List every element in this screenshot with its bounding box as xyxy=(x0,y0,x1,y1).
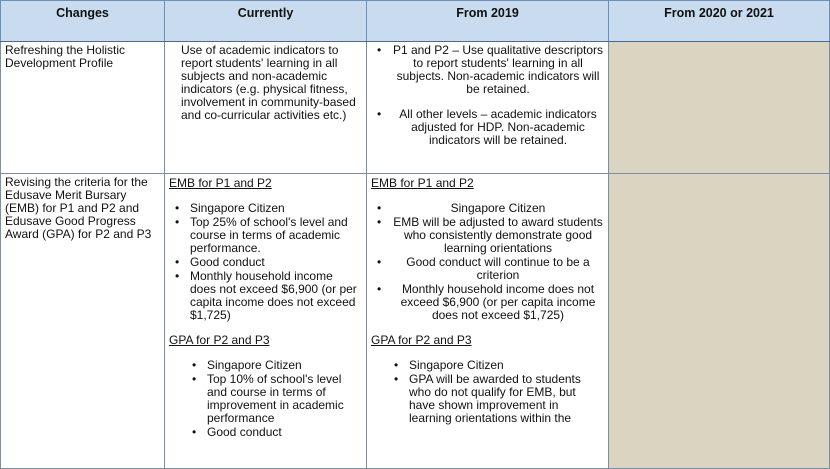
table-row xyxy=(1,42,830,174)
gpa-heading: GPA for P2 and P3 xyxy=(169,333,270,347)
header-currently: Currently xyxy=(165,1,367,42)
list-item: • Singapore Citizen xyxy=(169,202,362,215)
list-item: • Good conduct xyxy=(169,256,362,269)
currently-cell xyxy=(165,42,367,174)
change-description: Refreshing the Holistic Development Profile xyxy=(1,42,165,174)
list-item: • Singapore Citizen xyxy=(388,359,604,372)
table-row xyxy=(1,174,830,469)
gpa-heading: GPA for P2 and P3 xyxy=(371,333,472,347)
list-item: • EMB will be adjusted to award students who consistently demonstrate good learning orientations xyxy=(371,216,604,255)
bullet-list xyxy=(169,359,362,439)
list-item: • Monthly household income does not exceed $6,900 (or per capita income does not exceed $1,725) xyxy=(169,270,362,322)
list-item: • Singapore Citizen xyxy=(186,359,362,372)
from-2019-cell xyxy=(367,174,609,469)
list-item: • Top 25% of school's level and course in terms of academic performance. xyxy=(169,216,362,255)
list-item: • Top 10% of school's level and course in terms of improvement in academic performance xyxy=(186,373,362,425)
list-item: • Singapore Citizen xyxy=(371,202,604,215)
list-item: • P1 and P2 – Use qualitative descriptors to report students' learning in all subjects. Non-academic indicators will be retained. xyxy=(371,44,604,96)
bullet-list xyxy=(371,202,604,322)
emb-heading: EMB for P1 and P2 xyxy=(169,176,272,190)
list-item: • All other levels – academic indicators adjusted for HDP. Non-academic indicators will be retained. xyxy=(371,108,604,147)
header-from-2019: From 2019 xyxy=(367,1,609,42)
from-2020-cell xyxy=(609,174,830,469)
bullet-list xyxy=(169,202,362,322)
from-2020-cell xyxy=(609,42,830,174)
bullet-list xyxy=(371,359,604,425)
from-2019-cell xyxy=(367,42,609,174)
emb-heading: EMB for P1 and P2 xyxy=(371,176,474,190)
list-item: • Monthly household income does not exceed $6,900 (or per capita income does not exceed $1,725) xyxy=(371,283,604,322)
change-description: Revising the criteria for the Edusave Merit Bursary (EMB) for P1 and P2 and Edusave Good Progress Award (GPA) for P2 and P3 xyxy=(1,174,165,469)
list-item: • GPA will be awarded to students who do not qualify for EMB, but have shown improvement in learning orientations within the xyxy=(388,373,604,425)
list-item: • Good conduct xyxy=(186,426,362,439)
list-item: • Good conduct will continue to be a criterion xyxy=(371,256,604,282)
currently-text: Use of academic indicators to report students' learning in all subjects and non-academic indicators (e.g. physical fitness, involvement in community-based and co-curricular activities etc.) xyxy=(181,43,356,122)
header-from-2020-or-2021: From 2020 or 2021 xyxy=(609,1,830,42)
header-changes: Changes xyxy=(1,1,165,42)
header-row xyxy=(1,1,830,42)
bullet-list xyxy=(371,44,604,147)
currently-cell xyxy=(165,174,367,469)
